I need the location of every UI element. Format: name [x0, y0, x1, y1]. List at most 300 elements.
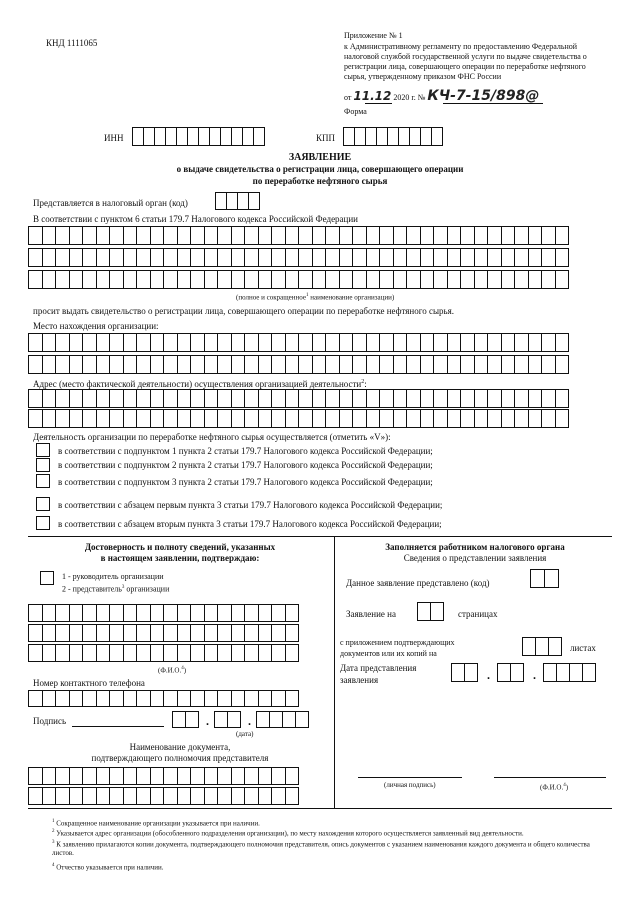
input-cell[interactable]: [555, 248, 570, 267]
input-cell[interactable]: [109, 690, 124, 707]
input-cell[interactable]: [96, 333, 111, 352]
input-cell[interactable]: [528, 270, 543, 289]
input-cell[interactable]: [433, 355, 448, 374]
input-cell[interactable]: [190, 690, 205, 707]
input-cell[interactable]: [420, 270, 435, 289]
input-cell[interactable]: [177, 690, 192, 707]
input-cell[interactable]: [433, 333, 448, 352]
input-cell[interactable]: [541, 248, 556, 267]
input-cell[interactable]: [325, 409, 340, 428]
input-cell[interactable]: [163, 389, 178, 408]
input-cell[interactable]: [123, 248, 138, 267]
input-cell[interactable]: [352, 333, 367, 352]
input-cell[interactable]: [298, 409, 313, 428]
input-cell[interactable]: [69, 226, 84, 245]
input-cell[interactable]: [231, 333, 246, 352]
input-cell[interactable]: [190, 604, 205, 622]
submitted-code-cells[interactable]: [530, 569, 559, 588]
input-cell[interactable]: [379, 389, 394, 408]
input-cell[interactable]: [231, 767, 246, 785]
input-cell[interactable]: [501, 409, 516, 428]
input-cell[interactable]: [298, 248, 313, 267]
input-cell[interactable]: [150, 248, 165, 267]
input-cell[interactable]: [460, 333, 475, 352]
input-cell[interactable]: [231, 690, 246, 707]
input-cell[interactable]: [258, 767, 273, 785]
input-cell[interactable]: [82, 624, 97, 642]
input-cell[interactable]: [487, 355, 502, 374]
input-cell[interactable]: [28, 787, 43, 805]
input-cell[interactable]: [123, 644, 138, 662]
input-cell[interactable]: [217, 248, 232, 267]
org-name-row-1[interactable]: [28, 226, 569, 245]
input-cell[interactable]: [217, 787, 232, 805]
input-cell[interactable]: [177, 389, 192, 408]
input-cell[interactable]: [136, 389, 151, 408]
input-cell[interactable]: [150, 767, 165, 785]
input-cell[interactable]: [285, 624, 300, 642]
input-cell[interactable]: [514, 270, 529, 289]
option-5-checkbox[interactable]: [36, 516, 50, 530]
input-cell[interactable]: [430, 602, 444, 621]
input-cell[interactable]: [55, 767, 70, 785]
input-cell[interactable]: [514, 333, 529, 352]
input-cell[interactable]: [339, 409, 354, 428]
input-cell[interactable]: [204, 787, 219, 805]
input-cell[interactable]: [177, 624, 192, 642]
sign-month-cells[interactable]: [214, 711, 241, 728]
input-cell[interactable]: [433, 248, 448, 267]
input-cell[interactable]: [244, 787, 259, 805]
input-cell[interactable]: [464, 663, 478, 682]
input-cell[interactable]: [244, 644, 259, 662]
input-cell[interactable]: [231, 389, 246, 408]
input-cell[interactable]: [393, 409, 408, 428]
input-cell[interactable]: [555, 270, 570, 289]
input-cell[interactable]: [298, 355, 313, 374]
submit-month-cells[interactable]: [497, 663, 524, 682]
input-cell[interactable]: [487, 226, 502, 245]
doc-row-2[interactable]: [28, 787, 299, 805]
input-cell[interactable]: [244, 226, 259, 245]
input-cell[interactable]: [555, 389, 570, 408]
input-cell[interactable]: [285, 226, 300, 245]
inn-cells[interactable]: [132, 127, 265, 146]
input-cell[interactable]: [217, 690, 232, 707]
input-cell[interactable]: [433, 226, 448, 245]
input-cell[interactable]: [177, 767, 192, 785]
input-cell[interactable]: [185, 711, 199, 728]
input-cell[interactable]: [352, 248, 367, 267]
input-cell[interactable]: [227, 711, 241, 728]
input-cell[interactable]: [55, 389, 70, 408]
input-cell[interactable]: [136, 226, 151, 245]
input-cell[interactable]: [109, 333, 124, 352]
input-cell[interactable]: [352, 389, 367, 408]
input-cell[interactable]: [150, 690, 165, 707]
input-cell[interactable]: [271, 787, 286, 805]
input-cell[interactable]: [420, 226, 435, 245]
option-1-checkbox[interactable]: [36, 443, 50, 457]
input-cell[interactable]: [204, 624, 219, 642]
input-cell[interactable]: [109, 355, 124, 374]
input-cell[interactable]: [204, 767, 219, 785]
input-cell[interactable]: [433, 409, 448, 428]
input-cell[interactable]: [42, 355, 57, 374]
input-cell[interactable]: [96, 270, 111, 289]
input-cell[interactable]: [69, 270, 84, 289]
input-cell[interactable]: [109, 644, 124, 662]
input-cell[interactable]: [177, 248, 192, 267]
input-cell[interactable]: [555, 333, 570, 352]
input-cell[interactable]: [244, 604, 259, 622]
input-cell[interactable]: [204, 333, 219, 352]
input-cell[interactable]: [136, 409, 151, 428]
fio-row-2[interactable]: [28, 624, 299, 642]
input-cell[interactable]: [244, 767, 259, 785]
input-cell[interactable]: [325, 270, 340, 289]
input-cell[interactable]: [298, 333, 313, 352]
input-cell[interactable]: [420, 333, 435, 352]
input-cell[interactable]: [177, 226, 192, 245]
input-cell[interactable]: [190, 355, 205, 374]
input-cell[interactable]: [556, 663, 570, 682]
input-cell[interactable]: [190, 270, 205, 289]
input-cell[interactable]: [204, 690, 219, 707]
input-cell[interactable]: [150, 409, 165, 428]
input-cell[interactable]: [366, 389, 381, 408]
input-cell[interactable]: [325, 355, 340, 374]
input-cell[interactable]: [136, 624, 151, 642]
input-cell[interactable]: [123, 389, 138, 408]
input-cell[interactable]: [528, 355, 543, 374]
input-cell[interactable]: [69, 644, 84, 662]
input-cell[interactable]: [42, 409, 57, 428]
input-cell[interactable]: [217, 389, 232, 408]
input-cell[interactable]: [69, 389, 84, 408]
input-cell[interactable]: [190, 333, 205, 352]
input-cell[interactable]: [474, 226, 489, 245]
input-cell[interactable]: [258, 333, 273, 352]
input-cell[interactable]: [541, 389, 556, 408]
input-cell[interactable]: [42, 604, 57, 622]
input-cell[interactable]: [420, 248, 435, 267]
input-cell[interactable]: [244, 624, 259, 642]
input-cell[interactable]: [379, 226, 394, 245]
input-cell[interactable]: [528, 409, 543, 428]
input-cell[interactable]: [447, 389, 462, 408]
input-cell[interactable]: [177, 409, 192, 428]
input-cell[interactable]: [231, 409, 246, 428]
input-cell[interactable]: [69, 248, 84, 267]
input-cell[interactable]: [312, 248, 327, 267]
input-cell[interactable]: [366, 226, 381, 245]
input-cell[interactable]: [163, 333, 178, 352]
input-cell[interactable]: [258, 787, 273, 805]
input-cell[interactable]: [177, 333, 192, 352]
input-cell[interactable]: [136, 604, 151, 622]
input-cell[interactable]: [204, 389, 219, 408]
input-cell[interactable]: [82, 333, 97, 352]
signer-role-checkbox[interactable]: [40, 571, 54, 585]
option-3-checkbox[interactable]: [36, 474, 50, 488]
input-cell[interactable]: [541, 270, 556, 289]
input-cell[interactable]: [28, 624, 43, 642]
org-name-row-3[interactable]: [28, 270, 569, 289]
input-cell[interactable]: [256, 711, 270, 728]
input-cell[interactable]: [231, 248, 246, 267]
input-cell[interactable]: [109, 787, 124, 805]
input-cell[interactable]: [501, 389, 516, 408]
input-cell[interactable]: [204, 604, 219, 622]
input-cell[interactable]: [28, 604, 43, 622]
phone-cells[interactable]: [28, 690, 299, 707]
input-cell[interactable]: [231, 624, 246, 642]
input-cell[interactable]: [150, 644, 165, 662]
location-row-2[interactable]: [28, 355, 569, 374]
input-cell[interactable]: [177, 644, 192, 662]
input-cell[interactable]: [217, 333, 232, 352]
input-cell[interactable]: [379, 333, 394, 352]
input-cell[interactable]: [69, 333, 84, 352]
input-cell[interactable]: [366, 333, 381, 352]
input-cell[interactable]: [123, 409, 138, 428]
input-cell[interactable]: [82, 389, 97, 408]
input-cell[interactable]: [190, 644, 205, 662]
input-cell[interactable]: [82, 604, 97, 622]
input-cell[interactable]: [109, 767, 124, 785]
input-cell[interactable]: [271, 270, 286, 289]
input-cell[interactable]: [82, 248, 97, 267]
option-4-checkbox[interactable]: [36, 497, 50, 511]
input-cell[interactable]: [271, 644, 286, 662]
input-cell[interactable]: [447, 409, 462, 428]
input-cell[interactable]: [177, 604, 192, 622]
input-cell[interactable]: [217, 355, 232, 374]
input-cell[interactable]: [82, 226, 97, 245]
input-cell[interactable]: [339, 355, 354, 374]
input-cell[interactable]: [96, 226, 111, 245]
input-cell[interactable]: [96, 624, 111, 642]
input-cell[interactable]: [96, 389, 111, 408]
input-cell[interactable]: [312, 333, 327, 352]
input-cell[interactable]: [271, 333, 286, 352]
input-cell[interactable]: [150, 604, 165, 622]
input-cell[interactable]: [123, 270, 138, 289]
input-cell[interactable]: [163, 226, 178, 245]
input-cell[interactable]: [217, 644, 232, 662]
input-cell[interactable]: [497, 663, 511, 682]
input-cell[interactable]: [96, 409, 111, 428]
input-cell[interactable]: [325, 226, 340, 245]
input-cell[interactable]: [271, 248, 286, 267]
input-cell[interactable]: [366, 409, 381, 428]
input-cell[interactable]: [28, 690, 43, 707]
input-cell[interactable]: [501, 270, 516, 289]
input-cell[interactable]: [447, 248, 462, 267]
input-cell[interactable]: [460, 270, 475, 289]
input-cell[interactable]: [460, 409, 475, 428]
input-cell[interactable]: [393, 333, 408, 352]
input-cell[interactable]: [244, 355, 259, 374]
input-cell[interactable]: [136, 690, 151, 707]
sign-year-cells[interactable]: [256, 711, 309, 728]
input-cell[interactable]: [447, 333, 462, 352]
input-cell[interactable]: [548, 637, 562, 656]
input-cell[interactable]: [285, 389, 300, 408]
input-cell[interactable]: [123, 333, 138, 352]
input-cell[interactable]: [69, 787, 84, 805]
input-cell[interactable]: [123, 690, 138, 707]
officer-fio-line[interactable]: [494, 777, 606, 778]
input-cell[interactable]: [231, 604, 246, 622]
input-cell[interactable]: [69, 690, 84, 707]
input-cell[interactable]: [217, 767, 232, 785]
input-cell[interactable]: [501, 248, 516, 267]
input-cell[interactable]: [150, 226, 165, 245]
input-cell[interactable]: [190, 767, 205, 785]
input-cell[interactable]: [204, 226, 219, 245]
input-cell[interactable]: [258, 690, 273, 707]
input-cell[interactable]: [55, 787, 70, 805]
input-cell[interactable]: [312, 389, 327, 408]
input-cell[interactable]: [55, 624, 70, 642]
input-cell[interactable]: [69, 355, 84, 374]
input-cell[interactable]: [123, 787, 138, 805]
input-cell[interactable]: [109, 226, 124, 245]
input-cell[interactable]: [325, 333, 340, 352]
input-cell[interactable]: [393, 248, 408, 267]
input-cell[interactable]: [514, 248, 529, 267]
input-cell[interactable]: [339, 389, 354, 408]
input-cell[interactable]: [217, 624, 232, 642]
input-cell[interactable]: [177, 355, 192, 374]
input-cell[interactable]: [244, 248, 259, 267]
input-cell[interactable]: [163, 767, 178, 785]
input-cell[interactable]: [366, 270, 381, 289]
input-cell[interactable]: [109, 389, 124, 408]
input-cell[interactable]: [541, 409, 556, 428]
input-cell[interactable]: [150, 787, 165, 805]
input-cell[interactable]: [231, 270, 246, 289]
input-cell[interactable]: [190, 389, 205, 408]
input-cell[interactable]: [514, 355, 529, 374]
input-cell[interactable]: [379, 409, 394, 428]
input-cell[interactable]: [298, 270, 313, 289]
input-cell[interactable]: [150, 355, 165, 374]
input-cell[interactable]: [28, 333, 43, 352]
input-cell[interactable]: [214, 711, 228, 728]
input-cell[interactable]: [42, 226, 57, 245]
input-cell[interactable]: [42, 644, 57, 662]
input-cell[interactable]: [123, 355, 138, 374]
input-cell[interactable]: [393, 226, 408, 245]
input-cell[interactable]: [406, 270, 421, 289]
input-cell[interactable]: [28, 644, 43, 662]
input-cell[interactable]: [204, 409, 219, 428]
input-cell[interactable]: [96, 690, 111, 707]
input-cell[interactable]: [190, 226, 205, 245]
input-cell[interactable]: [163, 270, 178, 289]
input-cell[interactable]: [541, 226, 556, 245]
input-cell[interactable]: [82, 787, 97, 805]
input-cell[interactable]: [379, 355, 394, 374]
input-cell[interactable]: [352, 270, 367, 289]
input-cell[interactable]: [393, 355, 408, 374]
input-cell[interactable]: [244, 409, 259, 428]
input-cell[interactable]: [528, 389, 543, 408]
input-cell[interactable]: [136, 270, 151, 289]
input-cell[interactable]: [163, 355, 178, 374]
input-cell[interactable]: [82, 690, 97, 707]
input-cell[interactable]: [528, 248, 543, 267]
input-cell[interactable]: [535, 637, 549, 656]
input-cell[interactable]: [204, 270, 219, 289]
input-cell[interactable]: [82, 270, 97, 289]
input-cell[interactable]: [460, 226, 475, 245]
location-row-1[interactable]: [28, 333, 569, 352]
input-cell[interactable]: [42, 690, 57, 707]
input-cell[interactable]: [96, 248, 111, 267]
input-cell[interactable]: [541, 355, 556, 374]
input-cell[interactable]: [163, 787, 178, 805]
input-cell[interactable]: [204, 248, 219, 267]
input-cell[interactable]: [248, 192, 260, 210]
input-cell[interactable]: [55, 226, 70, 245]
input-cell[interactable]: [271, 767, 286, 785]
input-cell[interactable]: [433, 270, 448, 289]
input-cell[interactable]: [258, 409, 273, 428]
input-cell[interactable]: [258, 270, 273, 289]
input-cell[interactable]: [487, 248, 502, 267]
input-cell[interactable]: [82, 355, 97, 374]
input-cell[interactable]: [406, 355, 421, 374]
tax-authority-cells[interactable]: [215, 192, 260, 210]
input-cell[interactable]: [285, 409, 300, 428]
input-cell[interactable]: [447, 270, 462, 289]
kpp-cells[interactable]: [343, 127, 443, 146]
input-cell[interactable]: [28, 248, 43, 267]
input-cell[interactable]: [163, 604, 178, 622]
input-cell[interactable]: [55, 409, 70, 428]
input-cell[interactable]: [28, 409, 43, 428]
input-cell[interactable]: [28, 389, 43, 408]
input-cell[interactable]: [487, 409, 502, 428]
sheets-cells[interactable]: [522, 637, 562, 656]
input-cell[interactable]: [109, 409, 124, 428]
input-cell[interactable]: [544, 569, 559, 588]
input-cell[interactable]: [433, 389, 448, 408]
input-cell[interactable]: [406, 226, 421, 245]
input-cell[interactable]: [474, 355, 489, 374]
input-cell[interactable]: [231, 355, 246, 374]
input-cell[interactable]: [474, 270, 489, 289]
input-cell[interactable]: [69, 767, 84, 785]
input-cell[interactable]: [339, 226, 354, 245]
input-cell[interactable]: [204, 644, 219, 662]
input-cell[interactable]: [123, 604, 138, 622]
input-cell[interactable]: [285, 355, 300, 374]
input-cell[interactable]: [312, 270, 327, 289]
input-cell[interactable]: [420, 389, 435, 408]
doc-row-1[interactable]: [28, 767, 299, 785]
input-cell[interactable]: [352, 409, 367, 428]
input-cell[interactable]: [406, 248, 421, 267]
input-cell[interactable]: [271, 690, 286, 707]
input-cell[interactable]: [487, 270, 502, 289]
input-cell[interactable]: [339, 270, 354, 289]
input-cell[interactable]: [123, 767, 138, 785]
